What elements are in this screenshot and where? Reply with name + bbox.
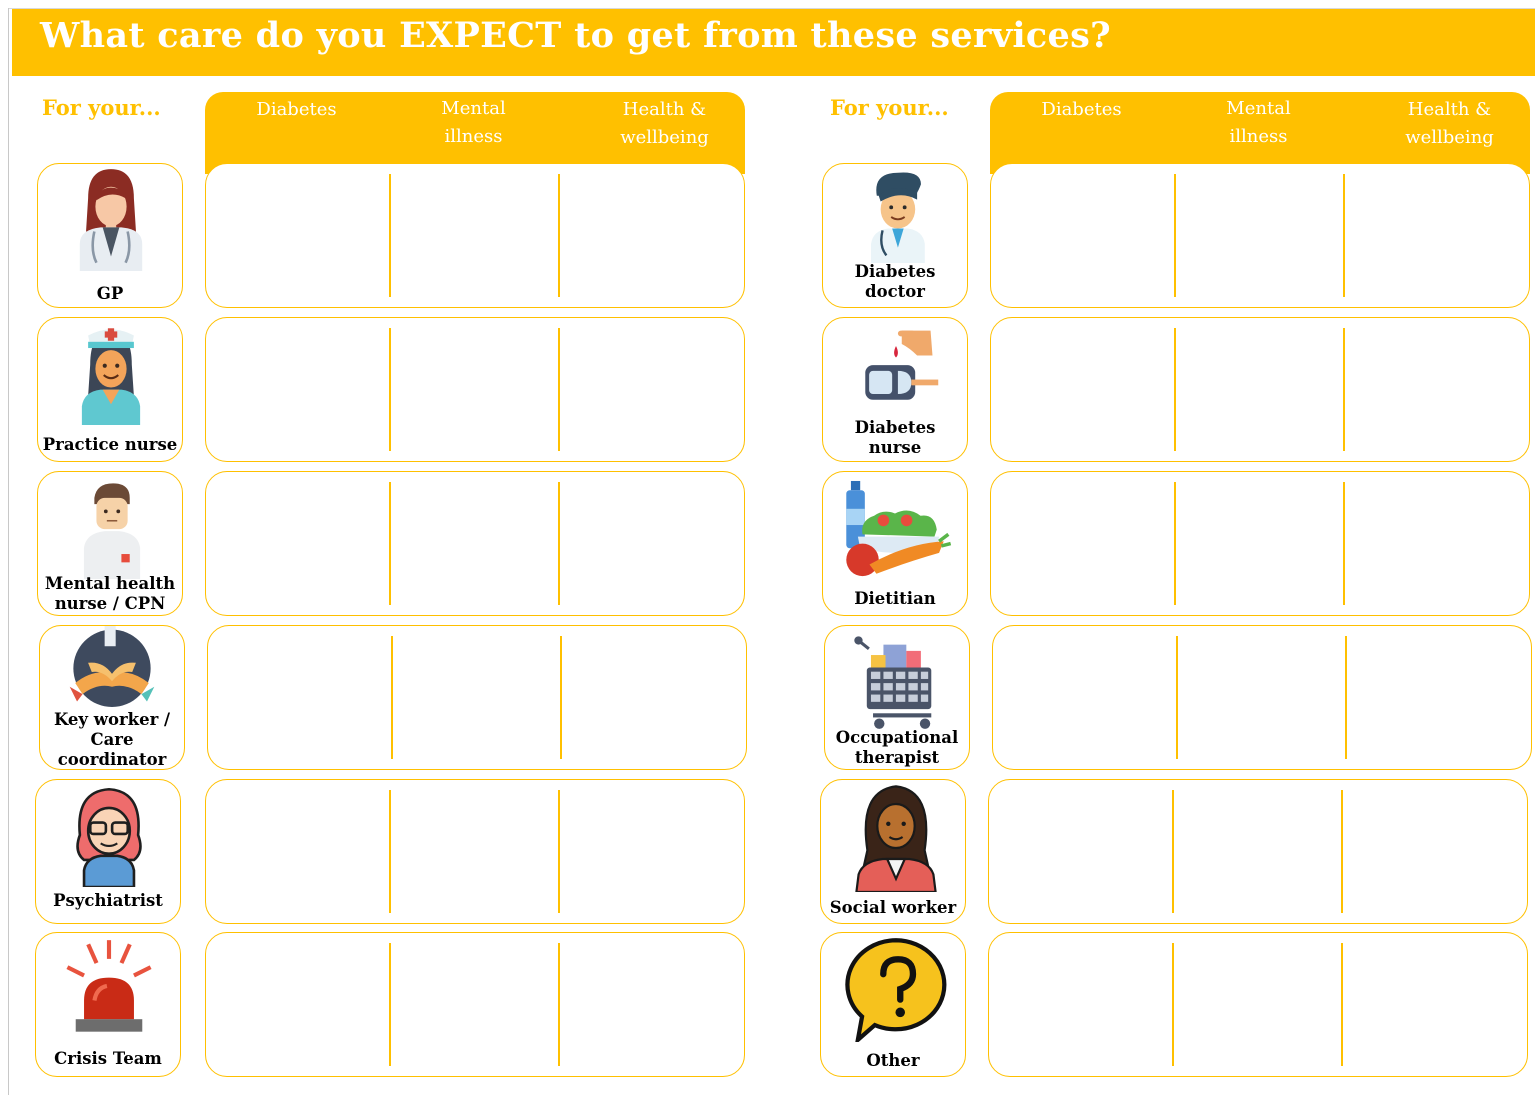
column-header-left bbox=[205, 92, 745, 174]
column-diabetes-label: Diabetes bbox=[1041, 99, 1122, 120]
cell-health-wellbeing[interactable] bbox=[560, 933, 743, 1076]
cell-mental-illness[interactable] bbox=[1176, 472, 1343, 615]
role-card-occupational-therapist bbox=[824, 625, 970, 770]
cell-diabetes[interactable] bbox=[991, 472, 1174, 615]
role-name: Practice nurse bbox=[42, 435, 178, 454]
cell-diabetes[interactable] bbox=[993, 626, 1176, 769]
role-card-crisis-team bbox=[35, 932, 181, 1077]
response-row-gp bbox=[205, 163, 745, 308]
male-doctor-icon bbox=[844, 167, 948, 263]
role-name: Diabetes nurse bbox=[854, 418, 936, 457]
response-row-crisis-team bbox=[205, 932, 745, 1077]
response-row-social-worker bbox=[988, 779, 1528, 924]
role-name: Mental health nurse / CPN bbox=[44, 574, 176, 613]
role-name: Dietitian bbox=[854, 589, 936, 608]
role-card-mental-health-nurse bbox=[37, 471, 183, 616]
cell-diabetes[interactable] bbox=[991, 318, 1174, 461]
role-card-social-worker bbox=[820, 779, 966, 924]
column-health-wellbeing-label: Health & wellbeing bbox=[620, 99, 709, 148]
column-diabetes-label: Diabetes bbox=[256, 99, 337, 120]
response-row-key-worker bbox=[207, 625, 747, 770]
role-name: Psychiatrist bbox=[53, 891, 163, 910]
role-name: Key worker / Care coordinator bbox=[53, 710, 171, 769]
cell-mental-illness[interactable] bbox=[391, 318, 558, 461]
role-card-diabetes-doctor bbox=[822, 163, 968, 308]
role-name: Occupational therapist bbox=[835, 728, 959, 767]
cell-mental-illness[interactable] bbox=[1174, 780, 1341, 923]
response-row-mental-health-nurse bbox=[205, 471, 745, 616]
cell-health-wellbeing[interactable] bbox=[1343, 780, 1526, 923]
response-row-other bbox=[988, 932, 1528, 1077]
role-name: GP bbox=[96, 284, 124, 303]
for-your-label-left: For your... bbox=[42, 95, 161, 120]
role-card-psychiatrist bbox=[35, 779, 181, 924]
page-title: What care do you EXPECT to get from these services? bbox=[40, 15, 1111, 56]
column-mental-illness-label: Mental illness bbox=[1226, 98, 1291, 147]
column-health-wellbeing-label: Health & wellbeing bbox=[1405, 99, 1494, 148]
cell-mental-illness[interactable] bbox=[393, 626, 560, 769]
cell-mental-illness[interactable] bbox=[1174, 933, 1341, 1076]
male-nurse-icon bbox=[59, 475, 163, 579]
cell-health-wellbeing[interactable] bbox=[560, 472, 743, 615]
response-row-diabetes-nurse bbox=[990, 317, 1530, 462]
joined-hands-icon bbox=[66, 626, 158, 718]
glucose-meter-icon bbox=[844, 321, 948, 417]
cell-mental-illness[interactable] bbox=[391, 933, 558, 1076]
role-name: Crisis Team bbox=[54, 1049, 162, 1068]
shopping-cart-icon bbox=[846, 628, 950, 732]
cell-diabetes[interactable] bbox=[989, 780, 1172, 923]
column-mental-illness-label: Mental illness bbox=[441, 98, 506, 147]
cell-health-wellbeing[interactable] bbox=[1345, 318, 1528, 461]
nurse-icon bbox=[59, 321, 163, 425]
female-doctor-icon bbox=[59, 167, 163, 271]
role-card-diabetes-nurse bbox=[822, 317, 968, 462]
column-header-right bbox=[990, 92, 1530, 174]
page-border-left bbox=[8, 8, 9, 1095]
healthy-food-icon bbox=[837, 474, 953, 590]
cell-mental-illness[interactable] bbox=[1178, 626, 1345, 769]
response-row-diabetes-doctor bbox=[990, 163, 1530, 308]
role-card-dietitian bbox=[822, 471, 968, 616]
role-card-gp bbox=[37, 163, 183, 308]
cell-mental-illness[interactable] bbox=[391, 780, 558, 923]
cell-mental-illness[interactable] bbox=[1176, 318, 1343, 461]
title-banner bbox=[12, 9, 1535, 76]
social-worker-icon bbox=[841, 782, 951, 892]
response-row-psychiatrist bbox=[205, 779, 745, 924]
cell-health-wellbeing[interactable] bbox=[1343, 933, 1526, 1076]
response-row-dietitian bbox=[990, 471, 1530, 616]
cell-mental-illness[interactable] bbox=[1176, 164, 1343, 307]
cell-diabetes[interactable] bbox=[991, 164, 1174, 307]
role-name: Social worker bbox=[829, 898, 957, 917]
question-bubble-icon bbox=[843, 936, 949, 1042]
cell-health-wellbeing[interactable] bbox=[560, 164, 743, 307]
response-row-occupational-therapist bbox=[992, 625, 1532, 770]
cell-mental-illness[interactable] bbox=[391, 472, 558, 615]
cell-diabetes[interactable] bbox=[208, 626, 391, 769]
cell-diabetes[interactable] bbox=[989, 933, 1172, 1076]
cell-health-wellbeing[interactable] bbox=[560, 318, 743, 461]
role-card-other bbox=[820, 932, 966, 1077]
for-your-label-right: For your... bbox=[830, 95, 949, 120]
cell-diabetes[interactable] bbox=[206, 472, 389, 615]
cell-diabetes[interactable] bbox=[206, 164, 389, 307]
cell-health-wellbeing[interactable] bbox=[1347, 626, 1530, 769]
cell-health-wellbeing[interactable] bbox=[560, 780, 743, 923]
role-card-practice-nurse bbox=[37, 317, 183, 462]
cell-diabetes[interactable] bbox=[206, 933, 389, 1076]
cell-diabetes[interactable] bbox=[206, 318, 389, 461]
cell-health-wellbeing[interactable] bbox=[562, 626, 745, 769]
cell-mental-illness[interactable] bbox=[391, 164, 558, 307]
cell-diabetes[interactable] bbox=[206, 780, 389, 923]
psychiatrist-icon bbox=[57, 783, 161, 887]
cell-health-wellbeing[interactable] bbox=[1345, 472, 1528, 615]
response-row-practice-nurse bbox=[205, 317, 745, 462]
cell-health-wellbeing[interactable] bbox=[1345, 164, 1528, 307]
role-card-key-worker bbox=[39, 625, 185, 770]
role-name: Other bbox=[866, 1051, 920, 1070]
role-name: Diabetes doctor bbox=[854, 262, 936, 301]
siren-icon bbox=[57, 936, 161, 1040]
